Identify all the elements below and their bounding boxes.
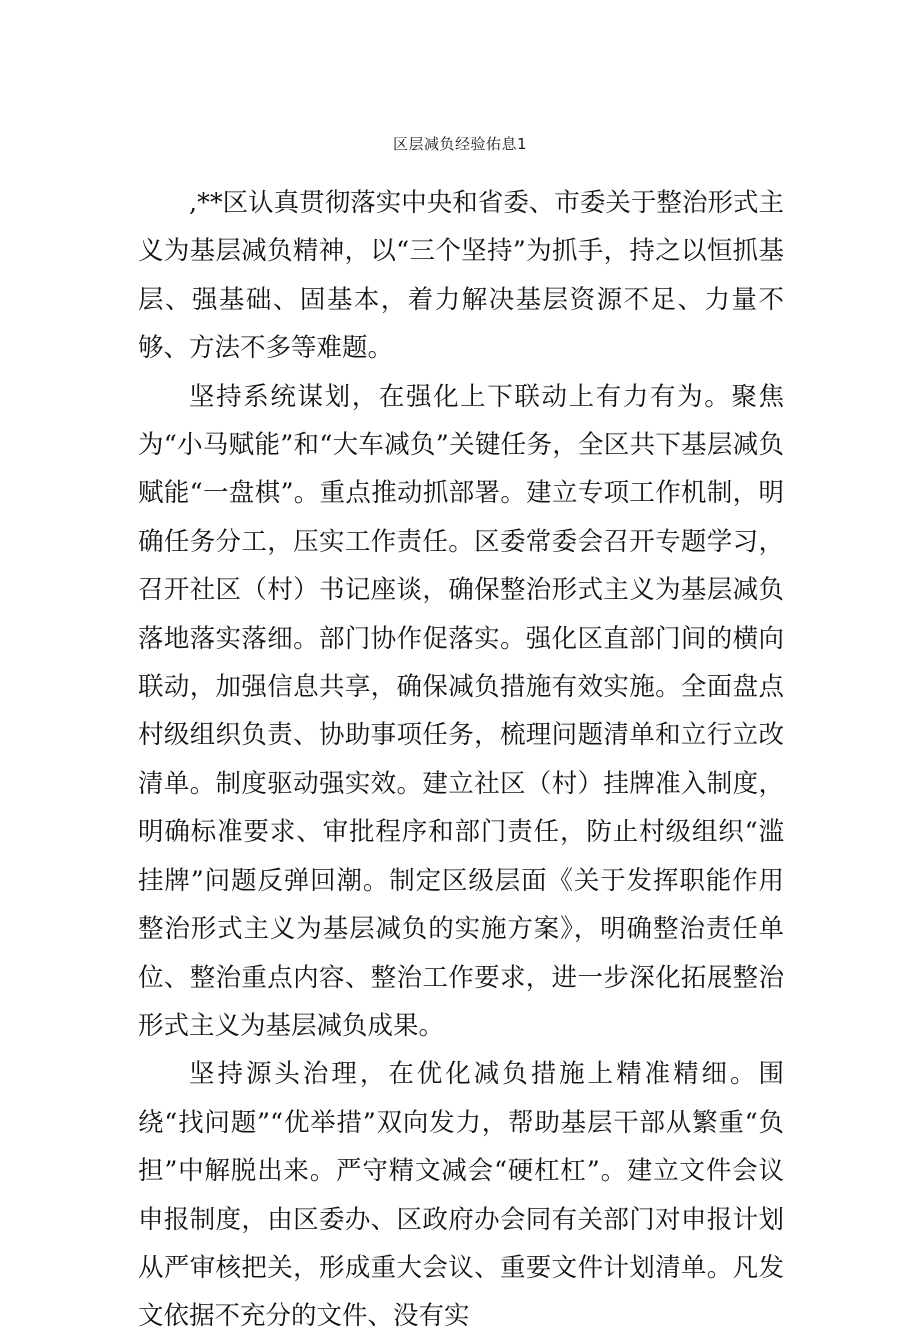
paragraph-source-governance: 坚持源头治理，在优化减负措施上精准精细。围绕“找问题”“优举措”双向发力，帮助基层干部从繁重“负担”中解脱出来。严守精文减会“硬杠杠”。建立文件会议申报制度，由区委办、区政府办会同有关部门对申报计划从严审核把关，形成重大会议、重要文件计划清单。凡发文依据不充分的文件、没有实	[138, 1059, 784, 1332]
document-body	[138, 179, 784, 1341]
paragraph-intro: ,**区认真贯彻落实中央和省委、市委关于整治形式主义为基层减负精神，以“三个坚持”为抓手，持之以恒抓基层、强基础、固基本，着力解决基层资源不足、力量不够、方法不多等难题。	[138, 188, 784, 364]
paragraph-system-planning: 坚持系统谋划，在强化上下联动上有力有为。聚焦为“小马赋能”和“大车减负”关键任务，全区共下基层减负赋能“一盘棋”。重点推动抓部署。建立专项工作机制，明确任务分工，压实工作责任。区委常委会召开专题学习，召开社区（村）书记座谈，确保整治形式主义为基层减负落地落实落细。部门协作促落实。强化区直部门间的横向联动，加强信息共享，确保减负措施有效实施。全面盘点村级组织负责、协助事项任务，梳理问题清单和立行立改清单。制度驱动强实效。建立社区（村）挂牌准入制度，明确标准要求、审批程序和部门责任，防止村级组织“滥挂牌”问题反弹回潮。制定区级层面《关于发挥职能作用整治形式主义为基层减负的实施方案》，明确整治责任单位、整治重点内容、整治工作要求，进一步深化拓展整治形式主义为基层减负成果。	[138, 381, 784, 1041]
document-title: 区层减负经验佑息1	[392, 135, 528, 153]
